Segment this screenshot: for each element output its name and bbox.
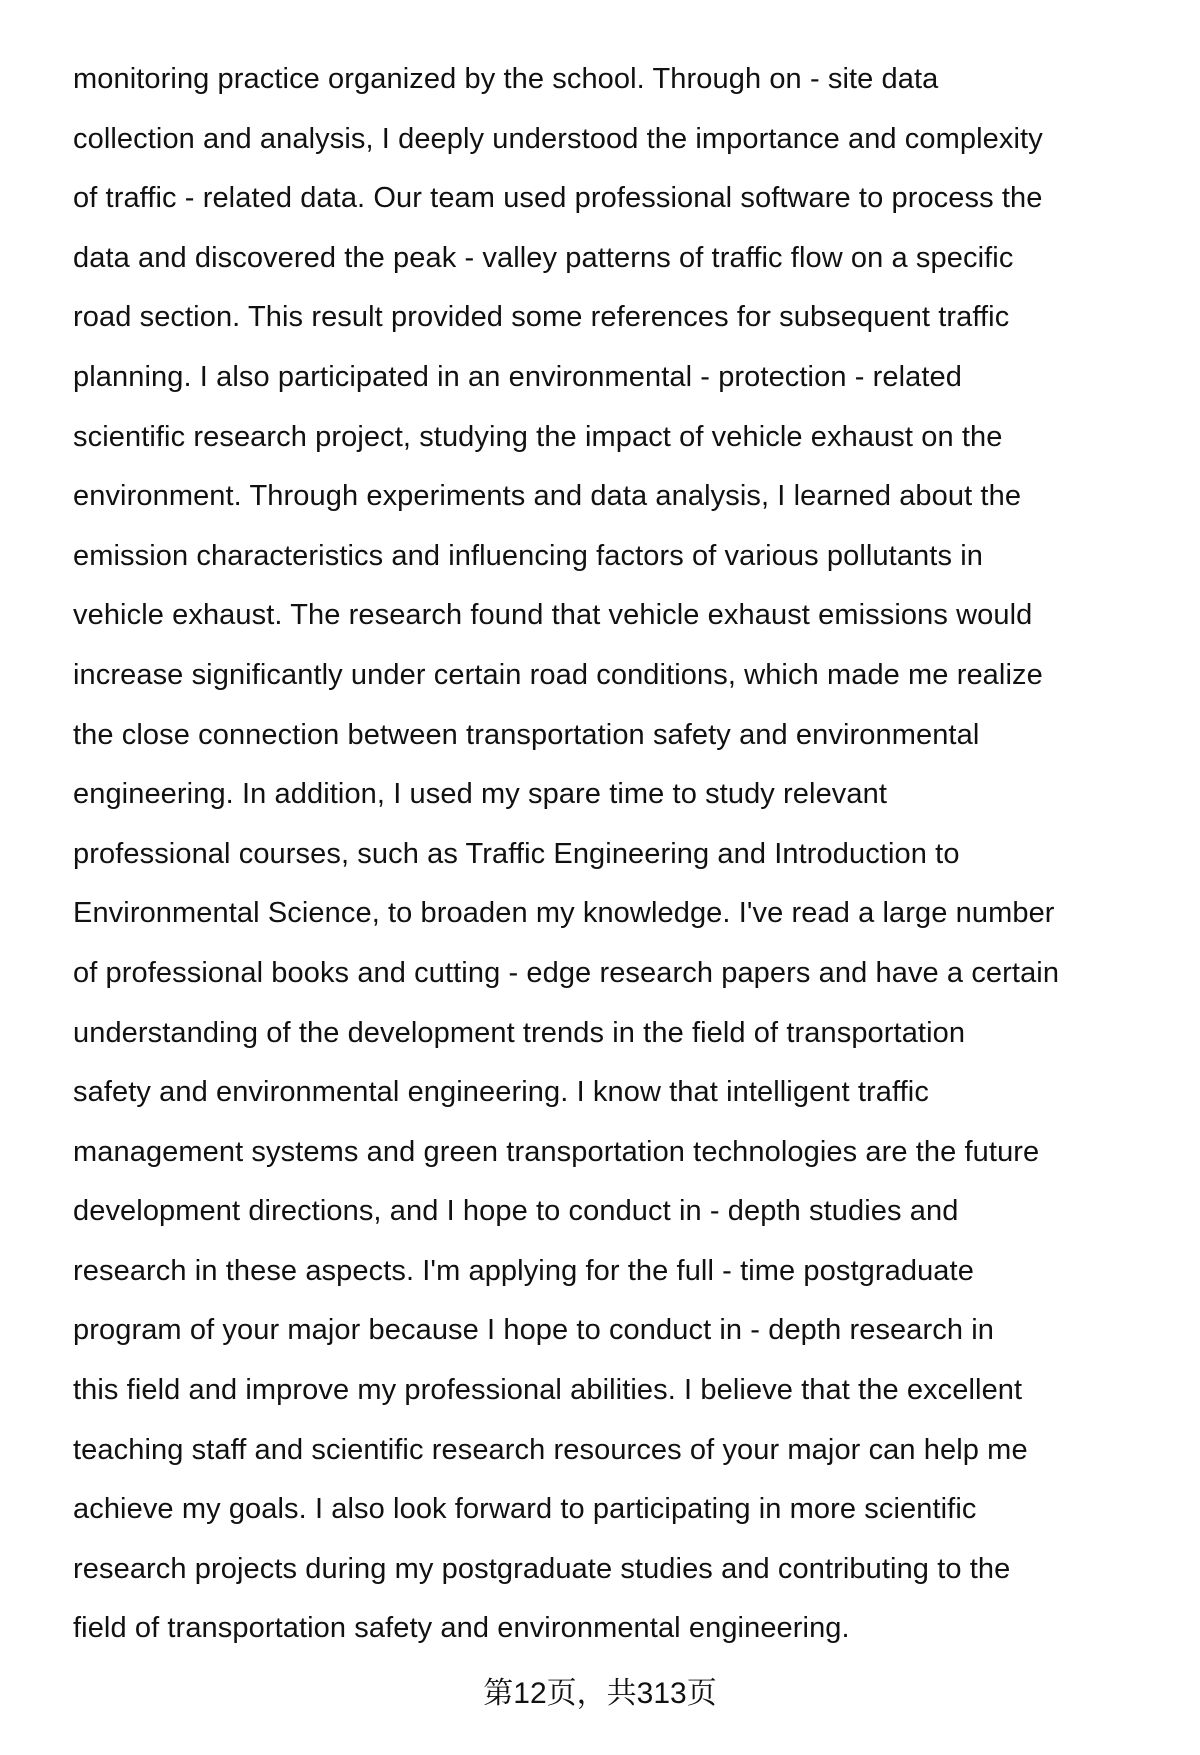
- text-line: increase significantly under certain road conditions, which made me realize: [73, 658, 1043, 691]
- text-line: research in these aspects. I'm applying for the full - time postgraduate: [73, 1254, 974, 1287]
- text-line: professional courses, such as Traffic Engineering and Introduction to: [73, 837, 960, 870]
- text-line: collection and analysis, I deeply understood the importance and complexity: [73, 122, 1043, 155]
- text-line: environment. Through experiments and data analysis, I learned about the: [73, 480, 1022, 513]
- text-line: scientific research project, studying the impact of vehicle exhaust on the: [73, 420, 1003, 453]
- text-line: engineering. In addition, I used my spare time to study relevant: [73, 778, 888, 811]
- text-line: development directions, and I hope to conduct in - depth studies and: [73, 1195, 959, 1228]
- text-line: data and discovered the peak - valley patterns of traffic flow on a specific: [73, 241, 1014, 274]
- text-line: the close connection between transportation safety and environmental: [73, 718, 980, 751]
- text-line: achieve my goals. I also look forward to participating in more scientific: [73, 1493, 977, 1526]
- text-line: research projects during my postgraduate studies and contributing to the: [73, 1552, 1011, 1585]
- text-line: planning. I also participated in an environmental - protection - related: [73, 360, 962, 393]
- text-line: road section. This result provided some references for subsequent traffic: [73, 301, 1010, 334]
- text-line: safety and environmental engineering. I know that intelligent traffic: [73, 1076, 929, 1109]
- text-line: of traffic - related data. Our team used professional software to process the: [73, 182, 1043, 215]
- text-line: this field and improve my professional abilities. I believe that the excellent: [73, 1374, 1023, 1407]
- text-line: program of your major because I hope to conduct in - depth research in: [73, 1314, 995, 1347]
- document-body: [73, 50, 1173, 1659]
- text-line: Environmental Science, to broaden my knowledge. I've read a large number: [73, 897, 1055, 930]
- text-line: teaching staff and scientific research resources of your major can help me: [73, 1433, 1028, 1466]
- text-line: of professional books and cutting - edge research papers and have a certain: [73, 956, 1060, 989]
- text-line: vehicle exhaust. The research found that vehicle exhaust emissions would: [73, 599, 1033, 632]
- text-line: understanding of the development trends in the field of transportation: [73, 1016, 966, 1049]
- text-line: field of transportation safety and environmental engineering.: [73, 1612, 850, 1645]
- text-line: management systems and green transportation technologies are the future: [73, 1135, 1040, 1168]
- text-line: monitoring practice organized by the school. Through on - site data: [73, 63, 939, 95]
- text-line: emission characteristics and influencing factors of various pollutants in: [73, 539, 983, 572]
- page-number-footer: 第12页，共313页: [483, 1677, 717, 1710]
